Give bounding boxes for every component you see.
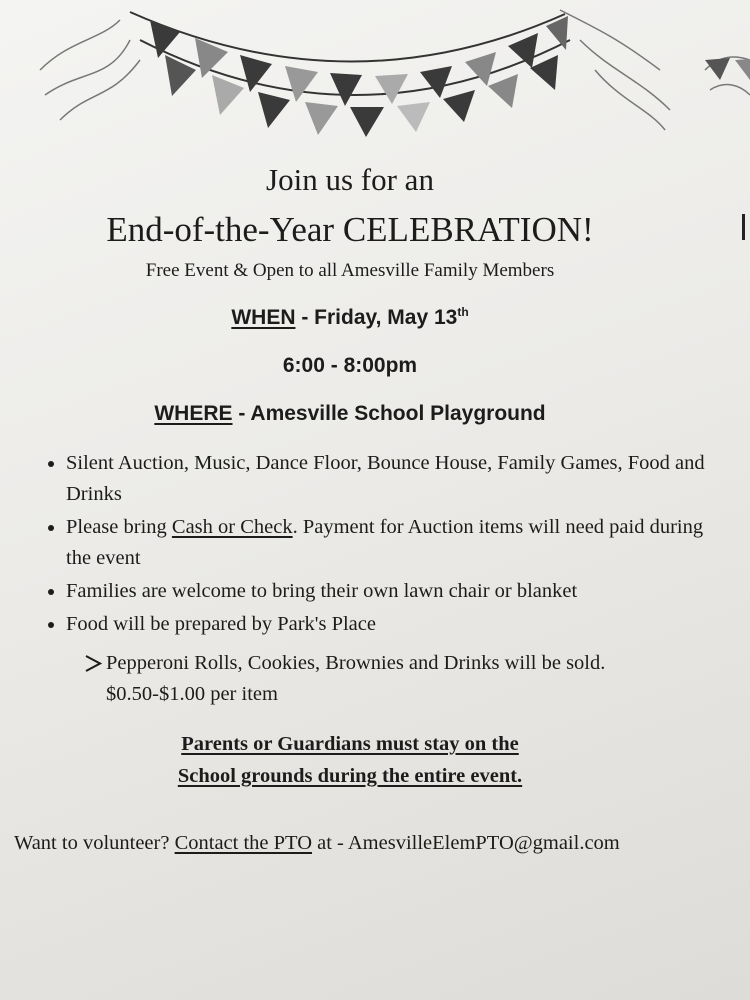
event-title: End-of-the-Year CELEBRATION!	[106, 210, 594, 249]
list-item	[66, 512, 726, 574]
volunteer-footer	[14, 832, 734, 855]
cash-or-check-text: Cash or Check	[171, 516, 293, 538]
bullet-text: Families are welcome to bring their own lawn chair or blanket	[66, 580, 578, 602]
when-line	[0, 305, 700, 330]
arrow-right-icon	[84, 648, 102, 679]
sub-list-item	[84, 648, 706, 710]
warning-line-2: School grounds during the entire event.	[177, 765, 523, 787]
bullet-text: Please bring	[66, 516, 172, 538]
where-label: WHERE	[154, 402, 233, 425]
warning-notice	[0, 728, 700, 792]
time-line: 6:00 - 8:00pm	[282, 354, 418, 377]
edge-mark	[742, 214, 745, 240]
details-list	[38, 448, 726, 642]
event-subtitle: Free Event & Open to all Amesville Family Members	[145, 260, 555, 281]
list-item	[66, 609, 726, 640]
when-label: WHEN	[231, 306, 296, 329]
where-line	[0, 402, 700, 426]
bunting-banner-icon	[0, 0, 750, 160]
sub-bullet-text: Pepperoni Rolls, Cookies, Brownies and Drinks will be sold. $0.50-$1.00 per item	[106, 652, 606, 705]
bullet-text: Silent Auction, Music, Dance Floor, Bounce House, Family Games, Food and Drinks	[66, 452, 705, 505]
footer-text: Want to volunteer?	[14, 832, 175, 854]
bullet-text: Food will be prepared by Park's Place	[66, 613, 376, 635]
list-item	[66, 448, 726, 510]
intro-text: Join us for an	[266, 162, 434, 197]
contact-pto-link[interactable]: Contact the PTO	[174, 832, 313, 854]
bullet-text: . Payment for Auction items will need paid during the event	[66, 516, 704, 569]
where-value: - Amesville School Playground	[232, 402, 546, 425]
list-item	[66, 576, 726, 607]
footer-email: at - AmesvilleElemPTO@gmail.com	[312, 832, 620, 854]
when-suffix: th	[457, 305, 469, 319]
warning-line-1: Parents or Guardians must stay on the	[181, 733, 519, 755]
when-value: - Friday, May 13	[295, 306, 458, 329]
